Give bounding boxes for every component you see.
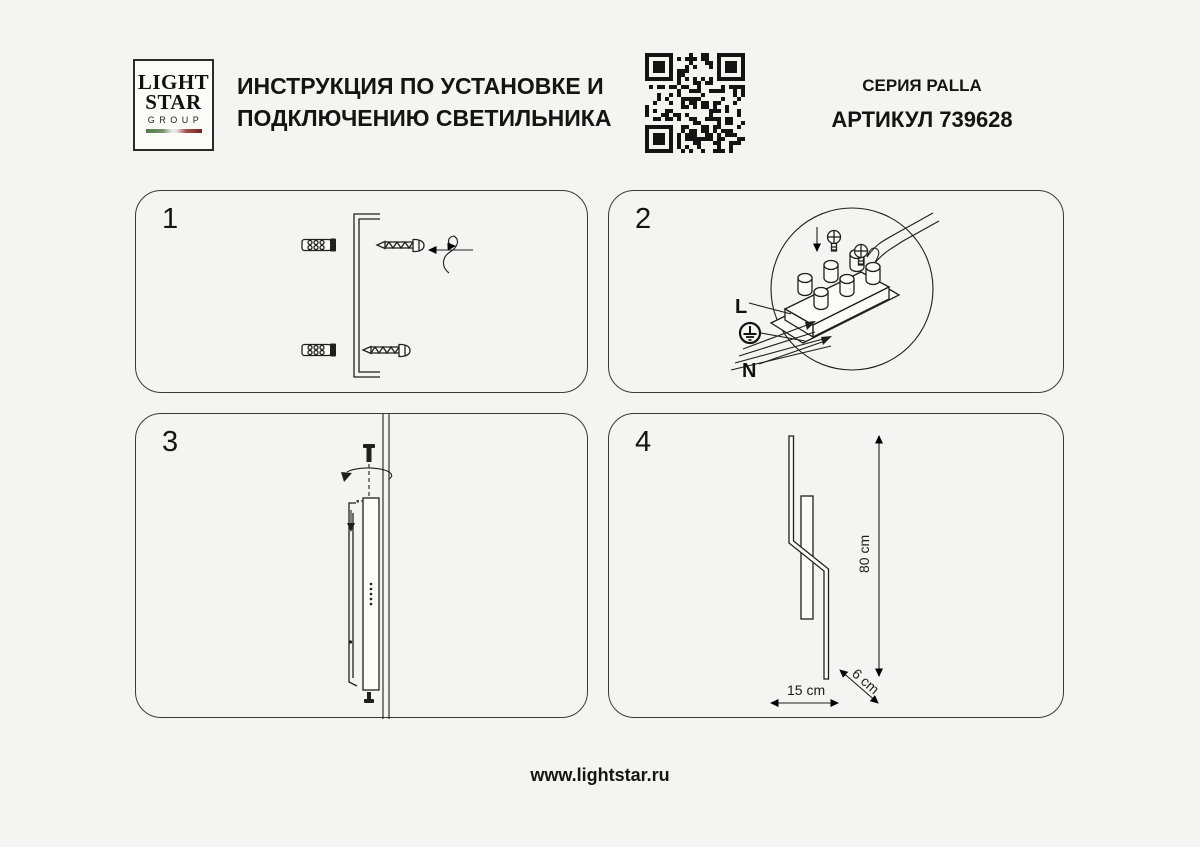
step-2-number: 2 <box>635 203 652 235</box>
supply-wires <box>867 213 939 265</box>
panel-step-4 <box>608 413 1064 718</box>
article-label: АРТИКУЛ 739628 <box>831 107 1013 132</box>
step-4-number: 4 <box>635 426 652 458</box>
screw-bottom-icon <box>363 345 410 357</box>
qr-code <box>645 53 745 153</box>
logo-flag-bar <box>146 129 202 133</box>
logo-word-star: STAR <box>145 90 202 114</box>
rotation-ellipse-icon <box>341 468 392 482</box>
product-info <box>788 76 1056 133</box>
screw-top-icon <box>377 240 424 252</box>
footer-url: www.lightstar.ru <box>530 765 670 785</box>
fixture-mounting-drawing <box>136 414 589 719</box>
height-dimension-label: 80 cm <box>856 534 872 573</box>
page-title-line2: ПОДКЛЮЧЕНИЮ СВЕТИЛЬНИКА <box>237 105 612 131</box>
step-1-number: 1 <box>162 203 179 235</box>
panel-step-2 <box>608 190 1064 393</box>
top-screw-icon <box>363 444 375 498</box>
series-label: СЕРИЯ PALLA <box>862 76 982 95</box>
bracket-and-screws-drawing <box>136 191 589 394</box>
dimensions-drawing <box>609 414 1065 719</box>
bottom-screw-icon <box>364 692 374 703</box>
page-title <box>237 70 611 134</box>
rotation-arrow-icon <box>429 236 473 273</box>
lightstar-logo <box>133 59 214 151</box>
logo-word-light: LIGHT <box>137 70 210 94</box>
qr-code-image <box>645 53 745 153</box>
depth-dimension <box>840 665 882 703</box>
height-dimension <box>856 436 879 676</box>
width-dimension <box>771 682 838 703</box>
terminal-block-icon <box>771 227 899 343</box>
logo-word-group: GROUP <box>147 115 204 125</box>
width-dimension-label: 15 cm <box>787 682 826 698</box>
step-3-number: 3 <box>162 426 179 458</box>
wall-anchor-top-icon <box>302 239 336 252</box>
neutral-label: N <box>742 360 757 382</box>
ground-icon <box>740 323 760 343</box>
panel-step-3 <box>135 413 588 718</box>
panel-step-1 <box>135 190 588 393</box>
live-label: L <box>735 296 748 318</box>
wall-bracket-icon <box>347 498 365 686</box>
page-title-line1: ИНСТРУКЦИЯ ПО УСТАНОВКЕ И <box>237 73 604 99</box>
wall-anchor-bottom-icon <box>302 344 336 357</box>
lamp-zigzag-outline <box>789 436 829 679</box>
wall-line <box>383 414 389 719</box>
depth-dimension-label: 6 cm <box>849 665 883 698</box>
wiring-detail-drawing <box>609 191 1065 394</box>
